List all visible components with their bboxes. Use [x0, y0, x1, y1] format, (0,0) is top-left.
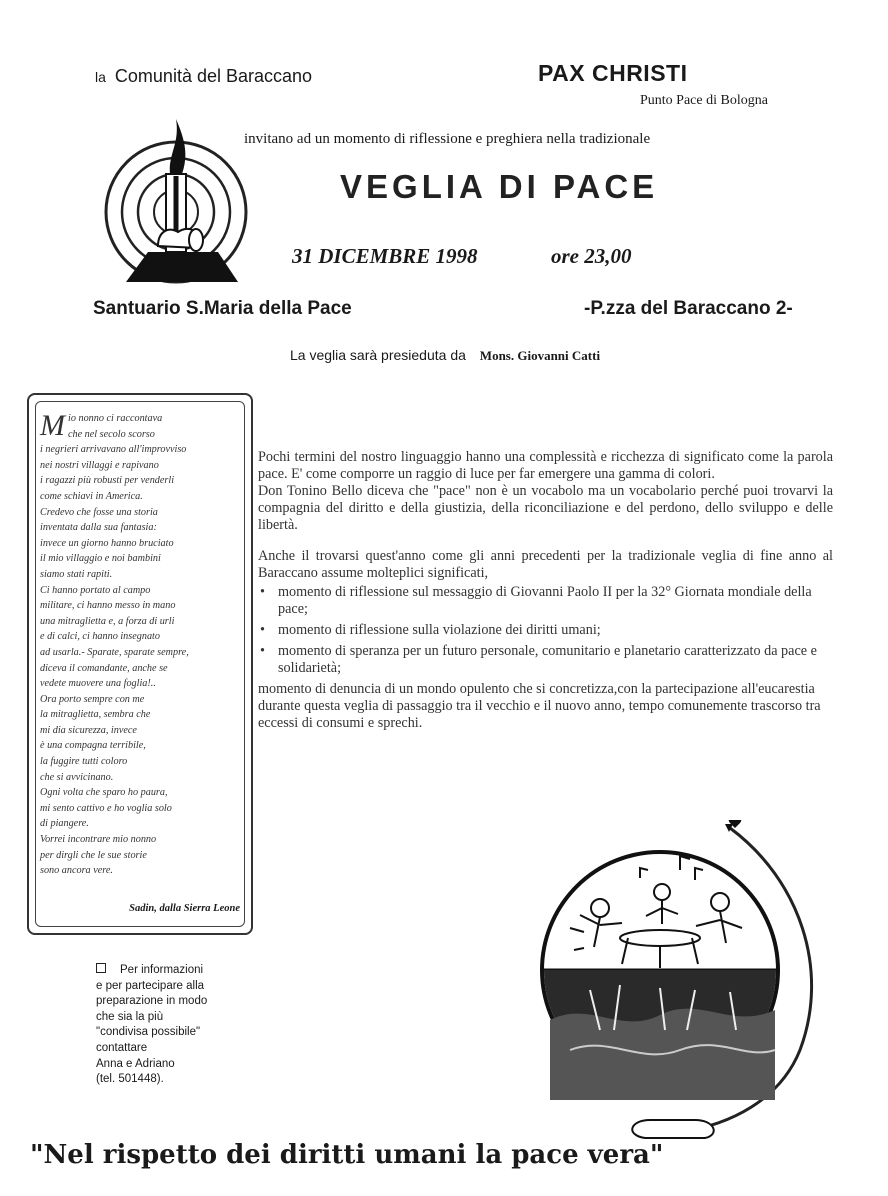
- organizer-left-name: Comunità del Baraccano: [114, 66, 313, 86]
- event-date: 31 DICEMBRE 1998: [292, 244, 478, 268]
- body-paragraph-2: Don Tonino Bello diceva che "pace" non è un vocabolo ma un vocabolario perché puoi trovarvi la compagnia del diritto e della giustizia, della riconciliazione e del perdono, dello sviluppo e delle libertà.: [258, 483, 833, 533]
- body-text: [258, 449, 833, 732]
- venue-address: -P.zza del Baraccano 2-: [584, 298, 793, 319]
- meaning-list: [258, 584, 833, 677]
- list-item: • momento di riflessione sul messaggio di Giovanni Paolo II per la 32° Giornata mondiale della pace;: [278, 584, 833, 618]
- organizer-left: [95, 66, 312, 87]
- event-title: VEGLIA DI PACE: [340, 168, 659, 205]
- organizer-left-prefix: la: [95, 69, 106, 85]
- organizer-right-subtitle: Punto Pace di Bologna: [640, 93, 768, 108]
- presided-label: La veglia sarà presieduta da: [290, 347, 466, 363]
- closing-motto: "Nel rispetto dei diritti umani la pace vera": [30, 1140, 664, 1170]
- contact-info-text: Per informazioni e per partecipare alla preparazione in modo che sia la più "condivisa possibile" contattare Anna e Adriano (tel. 501448).: [96, 964, 208, 1086]
- body-paragraph-3: Anche il trovarsi quest'anno come gli anni precedenti per la tradizionale veglia di fine anno al Baraccano assume molteplici significati,: [258, 548, 833, 581]
- presider-name: Mons. Giovanni Catti: [479, 348, 601, 363]
- venue-name: Santuario S.Maria della Pace: [93, 298, 352, 319]
- poem-signature: Sadin, dalla Sierra Leone: [129, 903, 240, 914]
- presided-line: [290, 347, 600, 364]
- globe-illustration-icon: [530, 820, 830, 1140]
- invitation-text: invitano ad un momento di riflessione e preghiera nella tradizionale: [244, 131, 651, 147]
- body-closing-paragraph: momento di denuncia di un mondo opulento che si concretizza,con la partecipazione all'eucarestia durante questa veglia di passaggio tra il vecchio e il nuovo anno, tempo comunemente trascorso tra eccessi di consumi e sprechi.: [258, 681, 821, 731]
- checkbox-icon: [96, 963, 106, 973]
- list-item: • momento di speranza per un futuro personale, comunitario e planetario caratterizzato da pace e solidarietà;: [278, 643, 833, 677]
- organizer-right-name: PAX CHRISTI: [538, 60, 688, 86]
- candle-logo-icon: [98, 114, 248, 286]
- list-item: • momento di riflessione sulla violazione dei diritti umani;: [278, 622, 833, 639]
- poem-text: Mio nonno ci raccontava che nel secolo scorso i negrieri arrivavano all'improvviso nei nostri villaggi e rapivano i ragazzi più robusti per venderli come schiavi in America. Credevo che fosse una storia inventata dalla sua fantasia: invece un giorno hanno bruciato il mio villaggio e noi bambini siamo stati rapiti. Ci hanno portato al campo militare, ci hanno messo in mano una mitraglietta e, a forza di urli e di calci, ci hanno insegnato ad usarla.- Sparate, sparate sempre, diceva il comandante, anche se vedete muovere una foglia!.. Ora porto sempre con me la mitraglietta, sembra che mi dia sicurezza, invece è una compagna terribile, la fuggire tutti coloro che si avvicinano. Ogni volta che sparo ho paura, mi sento cattivo e ho voglia solo di piangere. Vorrei incontrare mio nonno per dirgli che le sue storie sono ancora vere.: [40, 409, 189, 877]
- event-time: ore 23,00: [551, 244, 632, 268]
- body-paragraph-1: Pochi termini del nostro linguaggio hanno una complessità e ricchezza di significato come la parola pace. E' come comporre un raggio di luce per far emergere una gamma di colori.: [258, 449, 833, 482]
- contact-info: [96, 963, 236, 1088]
